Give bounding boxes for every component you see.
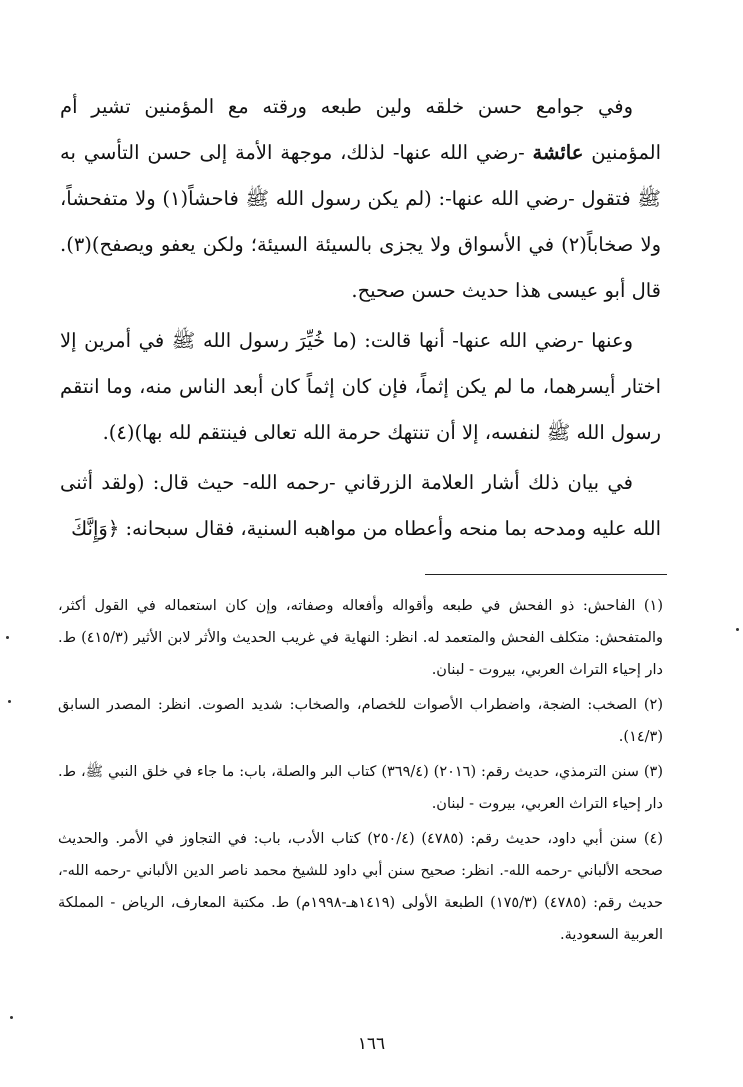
page-number: ١٦٦: [357, 1034, 386, 1054]
footnote-4: (٤) سنن أبي داود، حديث رقم: (٤٧٨٥) (٢٥٠/٤) كتاب الأدب، باب: في التجاوز في الأمر. والحديث صححه الألباني -رحمه الله-. انظر: صحيح سنن أبي داود للشيخ محمد ناصر الدين الألباني -رحمه الله-، حديث رقم: (٤٧٨٥) (١٧٥/٣) الطبعة الأولى (١٤١٩هـ-١٩٩٨م) ط. مكتبة المعارف، الرياض - المملكة العربية السعودية.: [58, 831, 663, 943]
paragraph-3: في بيان ذلك أشار العلامة الزرقاني -رحمه الله- حيث قال: (ولقد أثنى الله عليه ومدحه بما منحه وأعطاه من مواهبه السنية، فقال سبحانه: ﴿وَإِنَّكَ: [60, 471, 661, 540]
footnote-1: (١) الفاحش: ذو الفحش في طبعه وأقواله وأفعاله وصفاته، وإن كان استعماله في القول أكثر، والمتفحش: متكلف الفحش والمتعمد له. انظر: النهاية في غريب الحديث والأثر لابن الأثير (٤١٥/٣) ط. دار إحياء التراث العربي، بيروت - لبنان.: [58, 598, 663, 678]
scan-speck: [6, 636, 9, 639]
scan-speck: [736, 628, 739, 631]
aisha-name: عائشة: [532, 141, 584, 164]
footnote-2: (٢) الصخب: الضجة، واضطراب الأصوات للخصام، والصخاب: شديد الصوت. انظر: المصدر السابق (١٤/٣).: [58, 697, 663, 745]
scan-speck: [8, 700, 11, 703]
main-text-block: [60, 84, 661, 556]
paragraph-1-opening: وفي جوامع حسن خلقه ولين طبعه ورقته مع المؤمنين تشير أم المؤمنين: [60, 95, 661, 164]
paragraph-1-rest: -رضي الله عنها- لذلك، موجهة الأمة إلى حسن التأسي به ﷺ فتقول -رضي الله عنها-: (لم يكن رسول الله ﷺ فاحشاً(١) ولا متفحشاً، ولا صخاباً(٢) في الأسواق ولا يجزى بالسيئة السيئة؛ ولكن يعفو ويصفح)(٣). قال أبو عيسى هذا حديث حسن صحيح.: [60, 141, 661, 302]
footnote-3: (٣) سنن الترمذي، حديث رقم: (٢٠١٦) (٣٦٩/٤) كتاب البر والصلة، باب: ما جاء في خلق النبي ﷺ، ط. دار إحياء التراث العربي، بيروت - لبنان.: [58, 764, 663, 812]
paragraph-1: [60, 84, 661, 314]
footnote-separator: [425, 574, 667, 575]
footnotes-block: [58, 590, 663, 954]
scan-speck: [10, 1016, 13, 1019]
paragraph-2: وعنها -رضي الله عنها- أنها قالت: (ما خُيِّرَ رسول الله ﷺ في أمرين إلا اختار أيسرهما، ما لم يكن إثماً، فإن كان إثماً كان أبعد الناس منه، وما انتقم رسول الله ﷺ لنفسه، إلا أن تنتهك حرمة الله تعالى فينتقم لله بها)(٤).: [60, 329, 661, 444]
